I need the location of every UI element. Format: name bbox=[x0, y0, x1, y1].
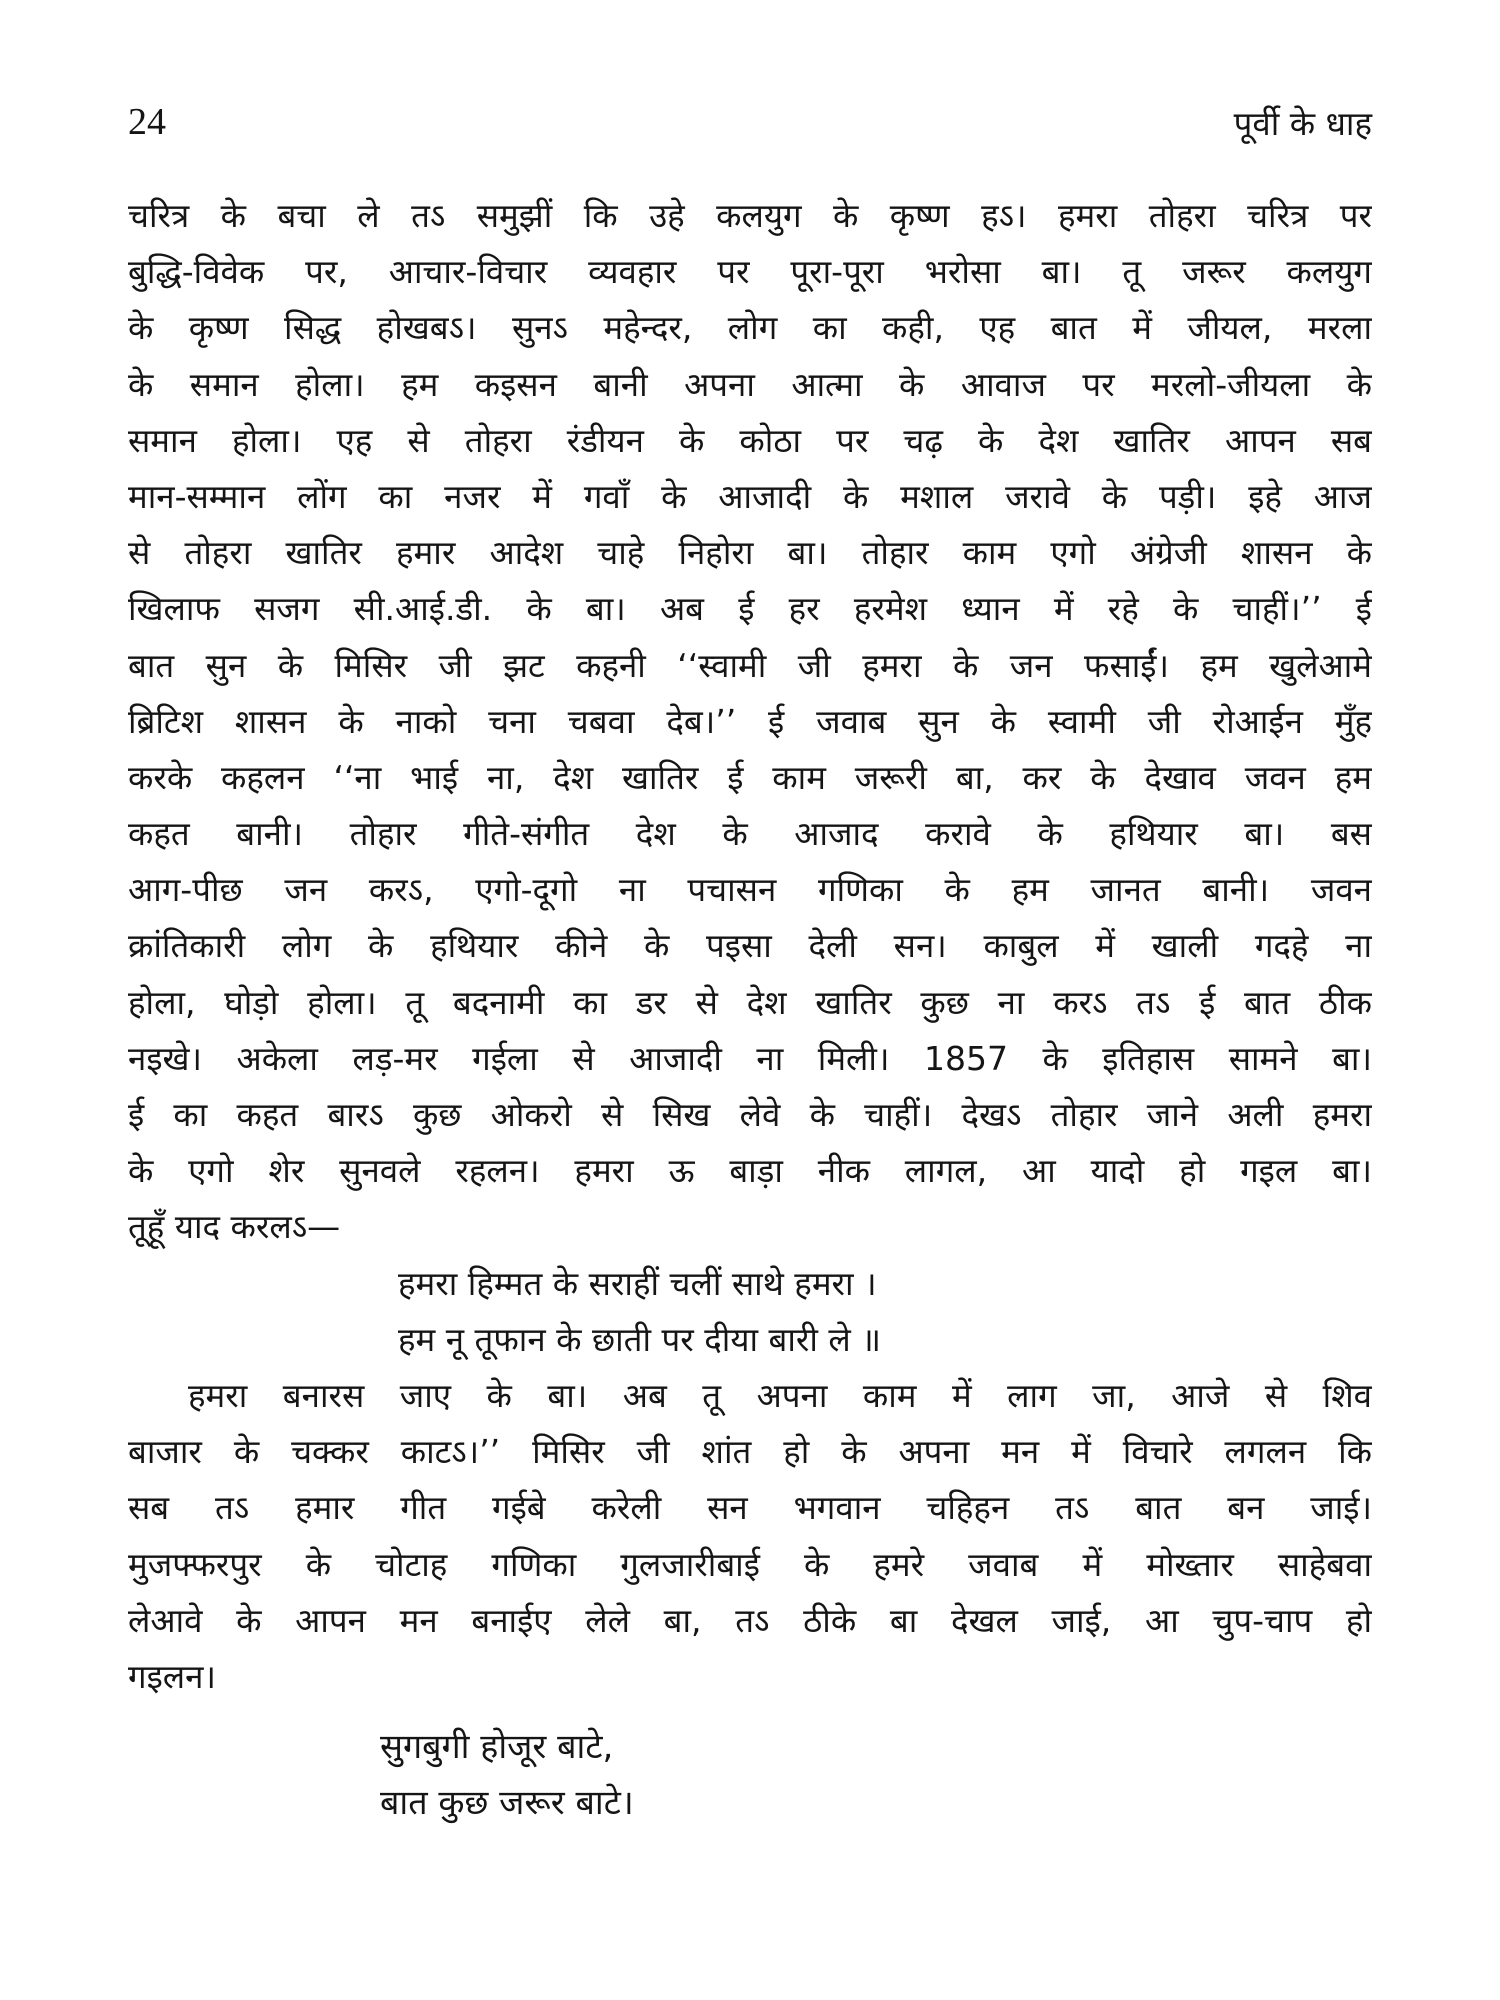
text-line: ब्रिटिश शासन के नाको चना चबवा देब।’’ ई जवाब सुन के स्वामी जी रोआईन मुँह bbox=[128, 701, 1372, 741]
text-line: चरित्र के बचा ले तऽ समुझीं कि उहे कलयुग के कृष्ण हऽ। हमरा तोहरा चरित्र पर bbox=[128, 196, 1372, 235]
text-line: गइलन। bbox=[128, 1656, 216, 1696]
verse-line: बात कुछ जरूर बाटे। bbox=[380, 1783, 634, 1824]
paragraph-1 bbox=[128, 188, 1372, 1256]
text-line: मान-सम्मान लोंग का नजर में गवाँ के आजादी के मशाल जरावे के पड़ी। इहे आज bbox=[128, 476, 1372, 516]
text-line: तूहूँ याद करलऽ— bbox=[128, 1207, 341, 1247]
text-line: मुजफ्फरपुर के चोटाह गणिका गुलजारीबाई के हमरे जवाब में मोख्तार साहेबवा bbox=[128, 1544, 1372, 1584]
text-line: करके कहलन ‘‘ना भाई ना, देश खातिर ई काम जरूरी बा, कर के देखाव जवन हम bbox=[128, 757, 1372, 797]
verse-line: सुगबुगी होजूर बाटे, bbox=[380, 1727, 614, 1768]
verse bbox=[128, 1719, 1372, 1831]
paragraph-2 bbox=[128, 1368, 1372, 1705]
text-line: लेआवे के आपन मन बनाईए लेले बा, तऽ ठीके बा देखल जाई, आ चुप-चाप हो bbox=[128, 1600, 1372, 1640]
text-line: समान होला। एह से तोहरा रंडीयन के कोठा पर चढ़ के देश खातिर आपन सब bbox=[128, 420, 1372, 460]
text-line: के एगो शेर सुनवले रहलन। हमरा ऊ बाड़ा नीक लागल, आ यादो हो गइल बा। bbox=[128, 1151, 1372, 1191]
page-number: 24 bbox=[128, 101, 166, 143]
couplet-line: हमरा हिम्मत के सराहीं चलीं साथे हमरा । bbox=[398, 1263, 877, 1303]
couplet bbox=[128, 1256, 1372, 1368]
text-line: सब तऽ हमार गीत गईबे करेली सन भगवान चहिहन तऽ बात बन जाई। bbox=[128, 1488, 1372, 1528]
text-line: बाजार के चक्कर काटऽ।’’ मिसिर जी शांत हो के अपना मन में विचारे लगलन कि bbox=[128, 1432, 1372, 1472]
text-line: के कृष्ण सिद्ध होखबऽ। सुनऽ महेन्दर, लोग का कही, एह बात में जीयल, मरला bbox=[128, 308, 1372, 348]
text-line: के समान होला। हम कइसन बानी अपना आत्मा के आवाज पर मरलो-जीयला के bbox=[128, 364, 1372, 404]
text-line: बुद्धि-विवेक पर, आचार-विचार व्यवहार पर पूरा-पूरा भरोसा बा। तू जरूर कलयुग bbox=[128, 252, 1372, 292]
page-header bbox=[128, 92, 1372, 152]
couplet-line: हम नू तूफान के छाती पर दीया बारी ले ॥ bbox=[398, 1319, 882, 1359]
text-line: से तोहरा खातिर हमार आदेश चाहे निहोरा बा। तोहार काम एगो अंग्रेजी शासन के bbox=[128, 533, 1372, 573]
text-line: नइखे। अकेला लड़-मर गईला से आजादी ना मिली। 1857 के इतिहास सामने बा। bbox=[128, 1038, 1372, 1078]
body-text bbox=[128, 188, 1372, 1831]
text-line: होला, घोड़ो होला। तू बदनामी का डर से देश खातिर कुछ ना करऽ तऽ ई बात ठीक bbox=[128, 982, 1372, 1022]
text-line: खिलाफ सजग सी.आई.डी. के बा। अब ई हर हरमेश ध्यान में रहे के चाहीं।’’ ई bbox=[128, 589, 1372, 629]
text-line: आग-पीछ जन करऽ, एगो-दूगो ना पचासन गणिका के हम जानत बानी। जवन bbox=[128, 870, 1372, 910]
text-line: कहत बानी। तोहार गीते-संगीत देश के आजाद करावे के हथियार बा। बस bbox=[128, 814, 1372, 854]
text-line: हमरा बनारस जाए के बा। अब तू अपना काम में लाग जा, आजे से शिव bbox=[188, 1375, 1372, 1415]
text-line: बात सुन के मिसिर जी झट कहनी ‘‘स्वामी जी हमरा के जन फसाईं। हम खुलेआमे bbox=[128, 645, 1372, 685]
running-title: पूर्वी के धाह bbox=[1233, 104, 1372, 143]
text-line: ई का कहत बारऽ कुछ ओकरो से सिख लेवे के चाहीं। देखऽ तोहार जाने अली हमरा bbox=[128, 1095, 1372, 1134]
text-line: क्रांतिकारी लोग के हथियार कीने के पइसा देली सन। काबुल में खाली गदहे ना bbox=[128, 926, 1372, 966]
